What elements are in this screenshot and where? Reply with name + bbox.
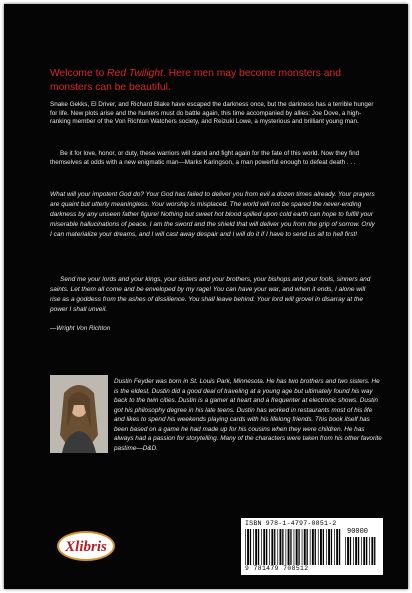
xlibris-logo <box>56 530 116 562</box>
isbn-label: ISBN 978-1-4797-0851-2 <box>245 520 337 527</box>
tagline-part2: . Here men may become monsters and monsters can be beautiful. <box>50 68 341 93</box>
author-bio: Dustin Feyder was born in St. Louis Park, Minnesota. He has two brothers and two sisters. He is the eldest. Dustin did a good deal of traveling at a young age but ultimately found his way back to the twin cities. Dustin is a gamer at heart and a frequenter at electronic shows. Dustin got his philosophy degree in his late teens. Dustin has worked in restaurants most of his life and likes to spend his weekends playing cards with his lifelong friends. This book itself has been based on a game he had made up for his cousins when they were children. He has always had a passion for storytelling. Many of the characters were taken from his other favorite pastime—D&D. <box>114 378 382 452</box>
back-cover <box>4 4 408 589</box>
tagline-part1: Welcome to <box>50 68 108 79</box>
blurb-paragraph-2: Be it for love, honor, or duty, these warriors will stand and fight again for the fate of this world. Now they find themselves at odds with a new enigmatic man—Marks Karingson, a man powerful enough to defeat death . . . <box>50 150 360 166</box>
villain-quote-2: Send me your lords and your kings, your sisters and your brothers, your bishops and your fools, sinners and saints. Let them all come and be enveloped by my rage! You can have your war, and when it ends, I alone will rise as a goddess from the ashes of dissilience. You shall leave behind. Your lord will grovel in disarray at the power I shall unveil. <box>50 276 371 313</box>
barcode-box <box>241 518 383 575</box>
xlibris-logo-text: Xlibris <box>65 539 107 555</box>
quote-signature: —Wright Von Richton <box>50 325 111 332</box>
tagline-book-title: Red Twilight <box>107 68 163 79</box>
ean-number: 9 781479 708512 <box>245 565 309 572</box>
price-code: 90000 <box>347 528 369 536</box>
blurb-paragraph-1: Snake Gekks, El Driver, and Richard Blake have escaped the darkness once, but the darkness has a terrible hunger for life. New plots arise and the hunters must do battle again, this time accompanied by allies: Joe Dove, a high-ranking member of the Von Richton Watchers society, and Reizuki Lowe, a mysterious and brilliant young man. <box>50 101 374 126</box>
isbn-barcode <box>245 529 341 565</box>
villain-quote-1: What will your impotent God do? Your God has failed to deliver you from evil a dozen times already. Your prayers are quaint but utterly meaningless. Your worship is misplaced. The world will not be spared the never-ending darkness by any unseen father figure! Nothing but sweet hot blood spilled upon cold earth can hope to fulfill your miserable hallucinations of peace. I am the sword and the shield that will deliver you from the grip of sorrow. Only I can materialize your dreams, and I will cast away despair and I will do it if I have to send us all to hell first! <box>50 191 375 238</box>
price-barcode <box>345 537 379 565</box>
author-portrait-icon <box>50 375 108 453</box>
author-photo <box>50 375 108 453</box>
tagline <box>50 67 380 95</box>
